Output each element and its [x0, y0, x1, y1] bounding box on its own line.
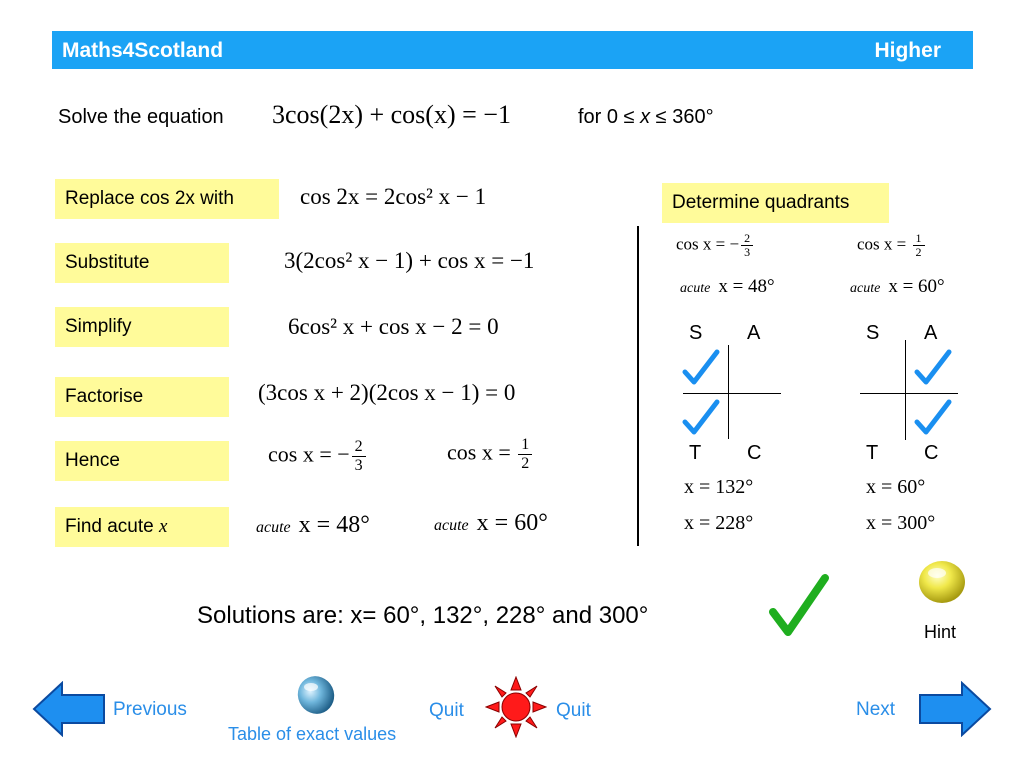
step-label: Factorise [65, 386, 144, 407]
table-bubble-icon[interactable] [296, 674, 338, 716]
check-icon [682, 398, 720, 436]
quadrant-t: T [689, 442, 702, 464]
problem-equation: 3cos(2x) + cos(x) = −1 [272, 100, 511, 129]
determine-quadrants-button[interactable] [662, 183, 889, 223]
hint-label[interactable]: Hint [924, 622, 957, 642]
step-hence-button[interactable] [55, 441, 229, 481]
problem-range: for 0 ≤ x ≤ 360° [578, 106, 714, 128]
problem-label: Solve the equation [58, 106, 224, 128]
quadrant-s: S [866, 322, 880, 344]
fraction: $\frac{1}{2}$ [518, 436, 532, 473]
step-label: Replace cos 2x with [65, 188, 234, 209]
solutions-text: Solutions are: x= 60°, 132°, 228° and 300° [197, 602, 649, 629]
quadrant-c: C [747, 442, 762, 464]
quit-link-right[interactable]: Quit [556, 700, 591, 721]
check-icon [914, 348, 952, 386]
step-simplify-button[interactable] [55, 307, 229, 347]
check-icon [682, 348, 720, 386]
header-bar [52, 31, 973, 69]
left-solution-1: x = 132° [684, 476, 754, 498]
right-cos-value: cos x = $\frac{1}{2}$ [857, 232, 927, 259]
next-link[interactable]: Next [856, 699, 896, 720]
level-label: Higher [874, 39, 941, 62]
quit-link-left[interactable]: Quit [429, 700, 464, 721]
fraction: $\frac{1}{2}$ [913, 232, 925, 259]
check-icon [914, 398, 952, 436]
hence-cos-negative: cos x = − $\frac{2}{3}$ [268, 438, 368, 475]
fraction: $\frac{2}{3}$ [741, 232, 753, 259]
fraction: $\frac{2}{3}$ [352, 438, 366, 475]
table-of-exact-values-link[interactable]: Table of exact values [228, 724, 397, 744]
quadrant-t: T [866, 442, 879, 464]
quadrant-a: A [747, 322, 761, 344]
step-factorise-math: (3cos x + 2)(2cos x − 1) = 0 [258, 380, 516, 405]
step-substitute-math: 3(2cos² x − 1) + cos x = −1 [284, 248, 535, 273]
acute-48: acute x = 48° [256, 512, 370, 538]
divider [637, 226, 639, 546]
quit-sun-icon[interactable] [485, 676, 547, 738]
quadrant-c: C [924, 442, 939, 464]
step-replace-button[interactable] [55, 179, 279, 219]
previous-arrow-icon[interactable] [32, 681, 106, 737]
right-acute-value: acute x = 60° [850, 276, 945, 297]
step-label: Find acute x [65, 516, 168, 537]
right-solution-1: x = 60° [866, 476, 926, 498]
quadrant-axis-vertical [905, 340, 906, 440]
step-label: Substitute [65, 252, 150, 273]
hint-bulb-icon[interactable] [917, 559, 967, 605]
step-substitute-button[interactable] [55, 243, 229, 283]
quadrant-s: S [689, 322, 703, 344]
step-label: Hence [65, 450, 120, 471]
left-acute-value: acute x = 48° [680, 276, 775, 297]
button-label: Determine quadrants [672, 192, 850, 213]
previous-link[interactable]: Previous [113, 699, 187, 720]
step-label: Simplify [65, 316, 132, 337]
acute-60: acute x = 60° [434, 510, 548, 536]
right-solution-2: x = 300° [866, 512, 936, 534]
quadrant-a: A [924, 322, 938, 344]
quadrant-axis-horizontal [860, 393, 958, 394]
next-arrow-icon[interactable] [918, 681, 992, 737]
step-replace-math: cos 2x = 2cos² x − 1 [300, 184, 487, 209]
left-cos-value: cos x = − $\frac{2}{3}$ [676, 232, 755, 259]
hence-cos-positive: cos x = $\frac{1}{2}$ [447, 436, 534, 473]
site-title: Maths4Scotland [62, 39, 224, 62]
step-factorise-button[interactable] [55, 377, 229, 417]
step-find-acute-button[interactable] [55, 507, 229, 547]
left-solution-2: x = 228° [684, 512, 754, 534]
quadrant-axis-horizontal [683, 393, 781, 394]
quadrant-axis-vertical [728, 345, 729, 439]
big-check-icon [768, 572, 830, 638]
step-simplify-math: 6cos² x + cos x − 2 = 0 [288, 314, 499, 339]
